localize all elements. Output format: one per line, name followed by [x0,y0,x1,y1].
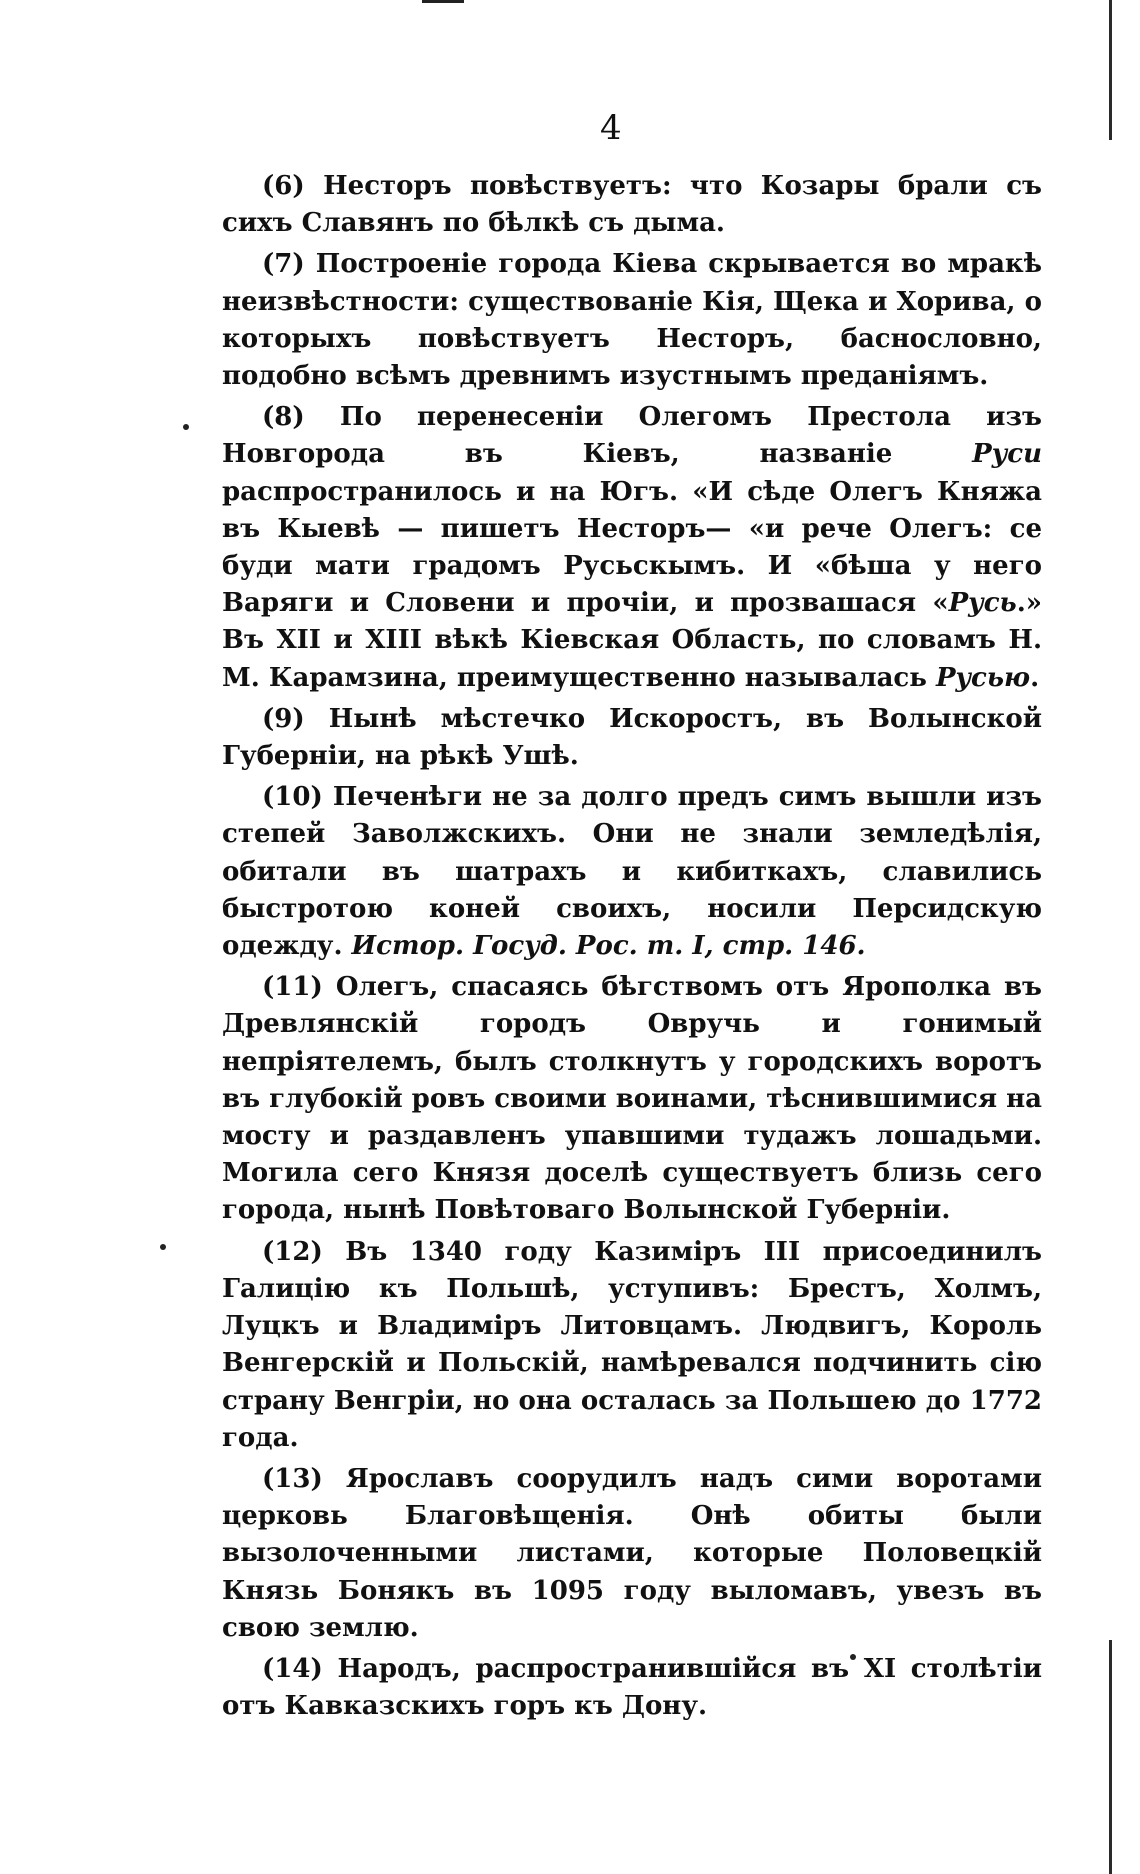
footnote [222,168,1042,242]
footnote-text: Народъ, распространившійся въ XI столѣтіи отъ Кавказскихъ горъ къ Дону. [222,1653,1042,1722]
footnote-marker: (11) [262,972,323,1003]
footnote [222,399,1042,697]
footnote-marker: (13) [262,1463,323,1494]
footnote-text: По перенесеніи Олегомъ Престола изъ Новгорода въ Кіевъ, названіе [222,402,1042,470]
footnote-marker: (12) [262,1236,323,1267]
page-edge-line-bottom [1109,1640,1112,1874]
footnote-text: Построеніе города Кіева скрывается во мракѣ неизвѣстности: существованіе Кія, Щека и Хорива, о которыхъ повѣствуетъ Несторъ, баснословно, подобно всѣмъ древнимъ изустнымъ преданіямъ. [222,249,1042,392]
footnote-italic-text: Русью [935,662,1031,693]
footnote-italic-text: Истор. Госуд. Рос. т. I, стр. 146. [351,931,866,962]
footnote [222,246,1042,395]
footnote [222,779,1042,965]
page-number: 4 [600,108,622,148]
footnote [222,701,1042,775]
footnote-text: . [1030,662,1040,693]
footnote [222,1234,1042,1457]
ink-speck [183,424,189,430]
footnote [222,1461,1042,1647]
footnote-italic-text: Русь [948,588,1017,619]
footnote-marker: (8) [262,402,305,433]
footnote-marker: (14) [262,1653,323,1684]
footnote-marker: (9) [262,703,305,734]
page-edge-line-top [1109,0,1112,140]
footnote-text: Нынѣ мѣстечко Искоростъ, въ Волынской Губерніи, на рѣкѣ Ушѣ. [222,703,1042,772]
footnote-text: .» Въ XII и XIII вѣкѣ Кіевская Область, по словамъ Н. М. Карамзина, преимущественно называлась [222,588,1042,693]
footnote-text: Печенѣги не за долго предъ симъ вышли изъ степей Заволжскихъ. Они не знали земледѣлія, обитали въ шатрахъ и кибиткахъ, славились быстротою коней своихъ, носили Персидскую одежду. [222,782,1042,962]
footnote-italic-text: Руси [972,439,1042,470]
footnote-marker: (6) [262,171,305,201]
footnote-marker: (7) [262,249,305,280]
footnotes-list [222,168,1042,1729]
footnote [222,969,1042,1229]
footnote-text: Несторъ повѣствуетъ: что Козары брали съ сихъ Славянъ по бѣлкѣ съ дыма. [222,171,1042,239]
footnote-text: Олегъ, спасаясь бѣгствомъ отъ Ярополка въ Древлянскій городъ Овручь и гонимый непріятелемъ, былъ столкнутъ у городскихъ воротъ въ глубокій ровъ своими воинами, тѣснившимися на мосту и раздавленъ упавшими тудажъ лошадьми. Могила сего Князя доселѣ существуетъ близь сего города, нынѣ Повѣтоваго Волынской Губерніи. [222,972,1042,1226]
footnote-text: Ярославъ соорудилъ надъ сими воротами церковь Благовѣщенія. Онѣ обиты были вызолоченными листами, которые Половецкій Князь Бонякъ въ 1095 году выломавъ, увезъ въ свою землю. [222,1463,1042,1643]
ink-speck [160,1244,166,1250]
footnote [222,1651,1042,1725]
top-edge-mark [422,0,464,3]
footnote-text: Въ 1340 году Казиміръ III присоединилъ Галицію къ Польшѣ, уступивъ: Брестъ, Холмъ, Луцкъ и Владиміръ Литовцамъ. Людвигъ, Король Венгерскій и Польскій, намѣревался подчинить сію страну Венгріи, но она осталась за Польшею до 1772 года. [222,1236,1042,1453]
footnote-text: распространилось и на Югъ. «И сѣде Олегъ Княжа въ Кыевѣ — пишетъ Несторъ— «и рече Олегъ: се буди мати градомъ Русьскымъ. И «бѣша у него Варяги и Словени и прочіи, и прозвашася « [222,476,1042,619]
footnote-marker: (10) [262,782,323,813]
